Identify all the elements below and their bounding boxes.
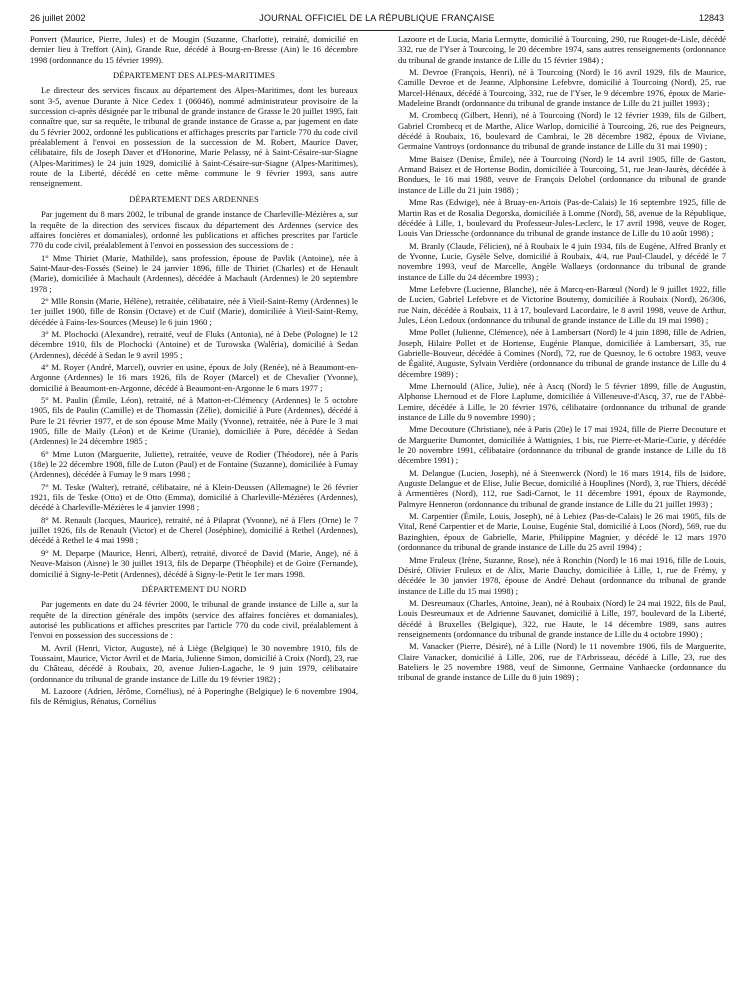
journal-title: JOURNAL OFFICIEL DE LA RÉPUBLIQUE FRANÇAISE xyxy=(259,13,495,23)
paragraph: 3° M. Plochocki (Alexandre), retraité, veuf de Fluks (Antonia), né à Debe (Pologne) le 12 décembre 1910, fils de Plochocki (Antoine) et de Turowska (Walêria), domicilié à Sedan (Ardennes), décédé à Sedan le 9 avril 1995 ; xyxy=(30,328,358,360)
right-column xyxy=(398,34,726,984)
paragraph: 6° Mme Luton (Marguerite, Juliette), retraitée, veuve de Rodier (Théodore), née à Paris (18e) le 22 décembre 1908, fille de Luton (Paul) et de Fontaine (Suzanne), domiciliée à Fumay (Ardennes), décédée à Fumay le 9 mars 1998 ; xyxy=(30,448,358,480)
paragraph: 1° Mme Thiriet (Marie, Mathilde), sans profession, épouse de Pavlik (Antoine), née à Saint-Maur-des-Fossés (Seine) le 24 janvier 1896, fille de Thiriet (Charles) et de Henault (Marie), domiciliée à Machault (Ardennes), décédée à Machault (Ardennes) le 20 septembre 1978 ; xyxy=(30,252,358,294)
paragraph: Mme Lefebvre (Lucienne, Blanche), née à Marcq-en-Barœul (Nord) le 9 juillet 1922, fille de Lucien, Gabriel Lefebvre et de Victorine Boutemy, domiciliée à Roubaix (Nord), 26/306, rue Nain, décédée à Roubaix, 11 à 17, boulevard Lacordaire, le 8 avril 1998, veuve de Arthur, Jules, Léon Ledoux (ordonnance du tribunal de grande instance de Lille du 19 mai 1998) ; xyxy=(398,283,726,325)
paragraph: Lazoore et de Lucia, Maria Lermytte, domicilié à Tourcoing, 290, rue Rouget-de-Lisle, décédé 332, rue de l'Yser à Tourcoing, le 20 décembre 1974, sans autres renseignements (ordonnance du tribunal de grande instance de Lille du 15 février 1984) ; xyxy=(398,34,726,65)
paragraph: M. Vanacker (Pierre, Désiré), né à Lille (Nord) le 11 novembre 1906, fils de Marguerite, Claire Vanacker, domicilié à Lille, 206, rue de l'Arbrisseau, décédé à Lille, 23, rue des Bateliers le 25 novembre 1988, veuf de Simonne, Germaine Vanhaecke (ordonnance du tribunal de grande instance de Lille du 8 juin 1989) ; xyxy=(398,641,726,683)
paragraph: Mme Decouture (Christiane), née à Paris (20e) le 17 mai 1924, fille de Pierre Decouture et de Marguerite Dumontet, domiciliée à Wattignies, 1 bis, rue Pierre-et-Marie-Curie, y décédée le 20 novembre 1991, célibataire (ordonnance du tribunal de grande instance de Lille du 18 décembre 1991) ; xyxy=(398,424,726,466)
paragraph: Mme Fruleux (Irène, Suzanne, Rose), née à Ronchin (Nord) le 16 mai 1916, fille de Louis, Désiré, Olivier Fruleux et de Alix, Marie Dauchy, domiciliée à Lille, 1, rue de Frémy, y décédée le 30 janvier 1978, épouse de André Dehaut (ordonnance du tribunal de grande instance de Lille du 15 mai 1998) ; xyxy=(398,554,726,596)
paragraph: M. Delangue (Lucien, Joseph), né à Steenwerck (Nord) le 16 mars 1914, fils de Isidore, Auguste Delangue et de Elise, Julie Becue, domicilié à Houplines (Nord), 3, rue Thiers, décédé à Armentières (Nord), 112, rue Sadi-Carnot, le 11 décembre 1991, époux de Raymonde, Palmyre Henneron (ordonnance du tribunal de grande instance de Lille du 21 juillet 1993) ; xyxy=(398,467,726,509)
paragraph: Par jugements en date du 24 février 2000, le tribunal de grande instance de Lille a, sur la requête de la direction générale des impôts (service des affaires foncières et domaniales), autorisé les publications et affiches prescrites par l'article 770 du code civil, préalablement à l'envoi en possession des successions de : xyxy=(30,599,358,641)
paragraph: Ponvert (Maurice, Pierre, Jules) et de Mougin (Suzanne, Charlotte), retraité, domicilié en dernier lieu à Treffort (Ain), Grande Rue, décédé à Bourg-en-Bresse (Ain) le 16 décembre 1998 (ordonnance du 15 février 1999). xyxy=(30,34,358,65)
page-header xyxy=(30,13,724,31)
paragraph: 4° M. Royer (André, Marcel), ouvrier en usine, époux de Joly (Renée), né à Beaumont-en-Argonne (Ardennes) le 16 mars 1926, fils de Royer (Marcel) et de Chevalier (Yvonne), domicilié à Beaumont-en-Argonne, décédé à Beaumont-en-Argonne le 6 mars 1977 ; xyxy=(30,361,358,393)
paragraph: 8° M. Renault (Jacques, Maurice), retraité, né à Pilaprat (Yvonne), né à Flers (Orne) le 7 juillet 1926, fils de Renault (Victor) et de Cherel (Joséphine), domicilié à Rethel (Ardennes), décédé à Rethel le 4 mai 1998 ; xyxy=(30,514,358,546)
paragraph: 5° M. Paulin (Émile, Léon), retraité, né à Matton-et-Clémency (Ardennes) le 5 octobre 1905, fils de Paulin (Camille) et de Thomassin (Zélie), domicilié à Pure (Ardennes), décédé à Pure le 21 février 1977, et de son épouse Mme Maily (Yvonne), retraitée, née à Pure le 3 mai 1905, fille de Maily (Léon) et de Keime (Uranie), domiciliée à Pure, décédée à Sedan (Ardennes) le 24 décembre 1985 ; xyxy=(30,395,358,447)
paragraph: Mme Baisez (Denise, Émile), née à Tourcoing (Nord) le 14 avril 1905, fille de Gaston, Armand Baisez et de Hortense Bodin, domiciliée à Tourcoing, 51, rue Jean-Jaurès, décédée à Bondues, le 16 mai 1988, veuve de François Delobel (ordonnance du tribunal de grande instance de Lille du 21 juin 1988) ; xyxy=(398,153,726,195)
paragraph: Par jugement du 8 mars 2002, le tribunal de grande instance de Charleville-Mézières a, sur la requête de la direction des services fiscaux du département des Ardennes (service des affaires foncières et domaniales), ordonné les publications et affiches prescrites par l'article 770 du code civil, préalablement à l'envoi en possession des successions de : xyxy=(30,209,358,251)
paragraph: M. Devroe (François, Henri), né à Tourcoing (Nord) le 16 avril 1929, fils de Maurice, Camille Devroe et de Jeanne, Alphonsine Lefebvre, domicilié à Tourcoing (Nord), 25, rue Marcel-Hénaux, décédé à Tourcoing, 332, rue de l'Yser, le 9 décembre 1976, époux de Marie-Madeleine Brandt (ordonnance du tribunal de grande instance de Lille du 21 juillet 1993) ; xyxy=(398,67,726,109)
paragraph: Mme Pollet (Julienne, Clémence), née à Lambersart (Nord) le 4 juin 1898, fille de Adrien, Joseph, Hilaire Pollet et de Hortense, Eugénie Planque, domiciliée à Lambersart, 35, rue Gabrielle-Bouveur, décédée à Comines (Nord), 72, rue de Quesnoy, le 6 octobre 1983, veuve de Égalité, Auguste, Sylvain Verdière (ordonnance du tribunal de grande instance de Lille du 4 décembre 1989) ; xyxy=(398,327,726,379)
section-heading: DÉPARTEMENT DES ALPES-MARITIMES xyxy=(112,70,276,81)
section-heading: DÉPARTEMENT DU NORD xyxy=(141,583,247,594)
paragraph: M. Lazoore (Adrien, Jérôme, Cornélius), né à Poperinghe (Belgique) le 6 novembre 1904, fils de Rémigius, Rénatus, Cornélius xyxy=(30,685,358,707)
paragraph: M. Crombecq (Gilbert, Henri), né à Tourcoing (Nord) le 12 février 1939, fils de Gilbert, Gabriel Crombecq et de Marthe, Alice Warlop, domicilié à Tourcoing, 26, rue des Peigneurs, décédé à Roubaix, 16, boulevard de Cambrai, le 28 décembre 1982, époux de Viviane, Germaine Vantroys (ordonnance du tribunal de grande instance de Lille du 31 mai 1990) ; xyxy=(398,110,726,152)
header-date: 26 juillet 2002 xyxy=(30,13,86,23)
paragraph: M. Desreumaux (Charles, Antoine, Jean), né à Roubaix (Nord) le 24 mai 1922, fils de Paul, Louis Desreumaux et de Adrienne Sauvanet, domicilié à Lille, 197, boulevard de la Liberté, décédé à Bruxelles (Belgique), 322, rue Haute, le 14 décembre 1989, sans autres renseignements (ordonnance du tribunal de grande instance de Lille du 4 octobre 1990) ; xyxy=(398,597,726,639)
paragraph: M. Avril (Henri, Victor, Auguste), né à Liège (Belgique) le 30 novembre 1910, fils de Toussaint, Maurice, Victor Avril et de Maria, Julienne Simon, domicilié à Croix (Nord), 23, rue du Château, décédé à Roubaix, 20, avenue Julien-Lagache, le 9 juin 1979, célibataire (ordonnance du tribunal de grande instance de Lille du 19 février 1982) ; xyxy=(30,642,358,684)
left-column xyxy=(30,34,358,984)
paragraph: 9° M. Deparpe (Maurice, Henri, Albert), retraité, divorcé de David (Marie, Ange), né à Neuve-Maison (Aisne) le 30 juillet 1913, fils de Deparpe (Théophile) et de Goire (Fernande), domicilié à Signy-le-Petit (Ardennes), décédé à Signy-le-Petit le 1er mars 1998. xyxy=(30,547,358,579)
paragraph: 2° Mlle Ronsin (Marie, Hélène), retraitée, célibataire, née à Vieil-Saint-Remy (Ardennes) le 1er juillet 1900, fille de Ronsin (Octave) et de Cuif (Marie), domiciliée à Vieil-Saint-Remy, décédée à Fains-les-Sources (Meuse) le 6 juin 1960 ; xyxy=(30,295,358,327)
paragraph: Le directeur des services fiscaux au département des Alpes-Maritimes, dont les bureaux sont 3-5, avenue Durante à Nice Cedex 1 (06046), nommé administrateur provisoire de la succession ci-après désignée par le tribunal de grande instance de Grasse le 20 juillet 1995, fait connaître que, sur sa requête, le tribunal de grande instance de Grasse a, par jugement en date du 5 février 2002, ordonné les publications et affichages prescrits par l'article 770 du code civil préalablement à l'envoi en possession de la succession de M. Robert, Maurice Daver, célibataire, fils de Joseph Daver et d'Honorine, Marie Pelassy, né à Saint-Césaire-sur-Siagne (Alpes-Maritimes) le 24 juin 1929, domicilié à Saint-Césaire-sur-Siagne (Alpes-Maritimes), route de la Liberté, décédé en cette même commune le 9 février 1993, sans autre renseignement. xyxy=(30,85,358,189)
section-heading: DÉPARTEMENT DES ARDENNES xyxy=(129,193,259,204)
paragraph: M. Branly (Claude, Félicien), né à Roubaix le 4 juin 1934, fils de Eugène, Alfred Branly et de Yvonne, Lucie, Gysèle Selve, domicilié à Roubaix, 4/4, rue Paul-Claudel, y décédé le 7 novembre 1993, veuf de Marcelle, Angèle Wallaeys (ordonnance du tribunal de grande instance de Lille du 24 décembre 1993) ; xyxy=(398,240,726,282)
paragraph: Mme Ras (Edwige), née à Bruay-en-Artois (Pas-de-Calais) le 16 septembre 1925, fille de Martin Ras et de Rosalia Degorska, domiciliée à Lomme (Nord), 58, avenue de la République, décédée à Lille, 1, boulevard du Professeur-Jules-Leclerc, le 17 avril 1998, veuve de Roger, Louis Van Driessche (ordonnance du tribunal de grande instance de Lille du 10 août 1998) ; xyxy=(398,197,726,239)
paragraph: 7° M. Teske (Walter), retraité, célibataire, né à Klein-Deussen (Allemagne) le 26 février 1921, fils de Teske (Otto) et de Otto (Emma), domicilié à Charleville-Mézières (Ardennes), décédé à Charleville-Mézières le 4 janvier 1998 ; xyxy=(30,481,358,513)
paragraph: M. Carpentier (Émile, Louis, Joseph), né à Lebiez (Pas-de-Calais) le 26 mai 1905, fils de Vital, René Carpentier et de Marie, Louise, Eugénie Stal, domicilié à Loos (Nord), 569, rue du Bazinghien, époux de Gabrielle, Marie, Philippine Magnier, y décédé le 12 mars 1970 (ordonnance du tribunal de grande instance de Lille du 25 avril 1994) ; xyxy=(398,511,726,553)
page-number: 12843 xyxy=(698,13,724,23)
paragraph: Mme Lhernould (Alice, Julie), née à Ascq (Nord) le 5 février 1899, fille de Augustin, Alphonse Lhernoud et de Flore Laplume, domiciliée à Villeneuve-d'Ascq, 37, rue de l'Abbé-Lemire, décédée à Lille, le 20 février 1976, célibataire (ordonnance du tribunal de grande instance de Lille du 9 novembre 1990) ; xyxy=(398,381,726,423)
